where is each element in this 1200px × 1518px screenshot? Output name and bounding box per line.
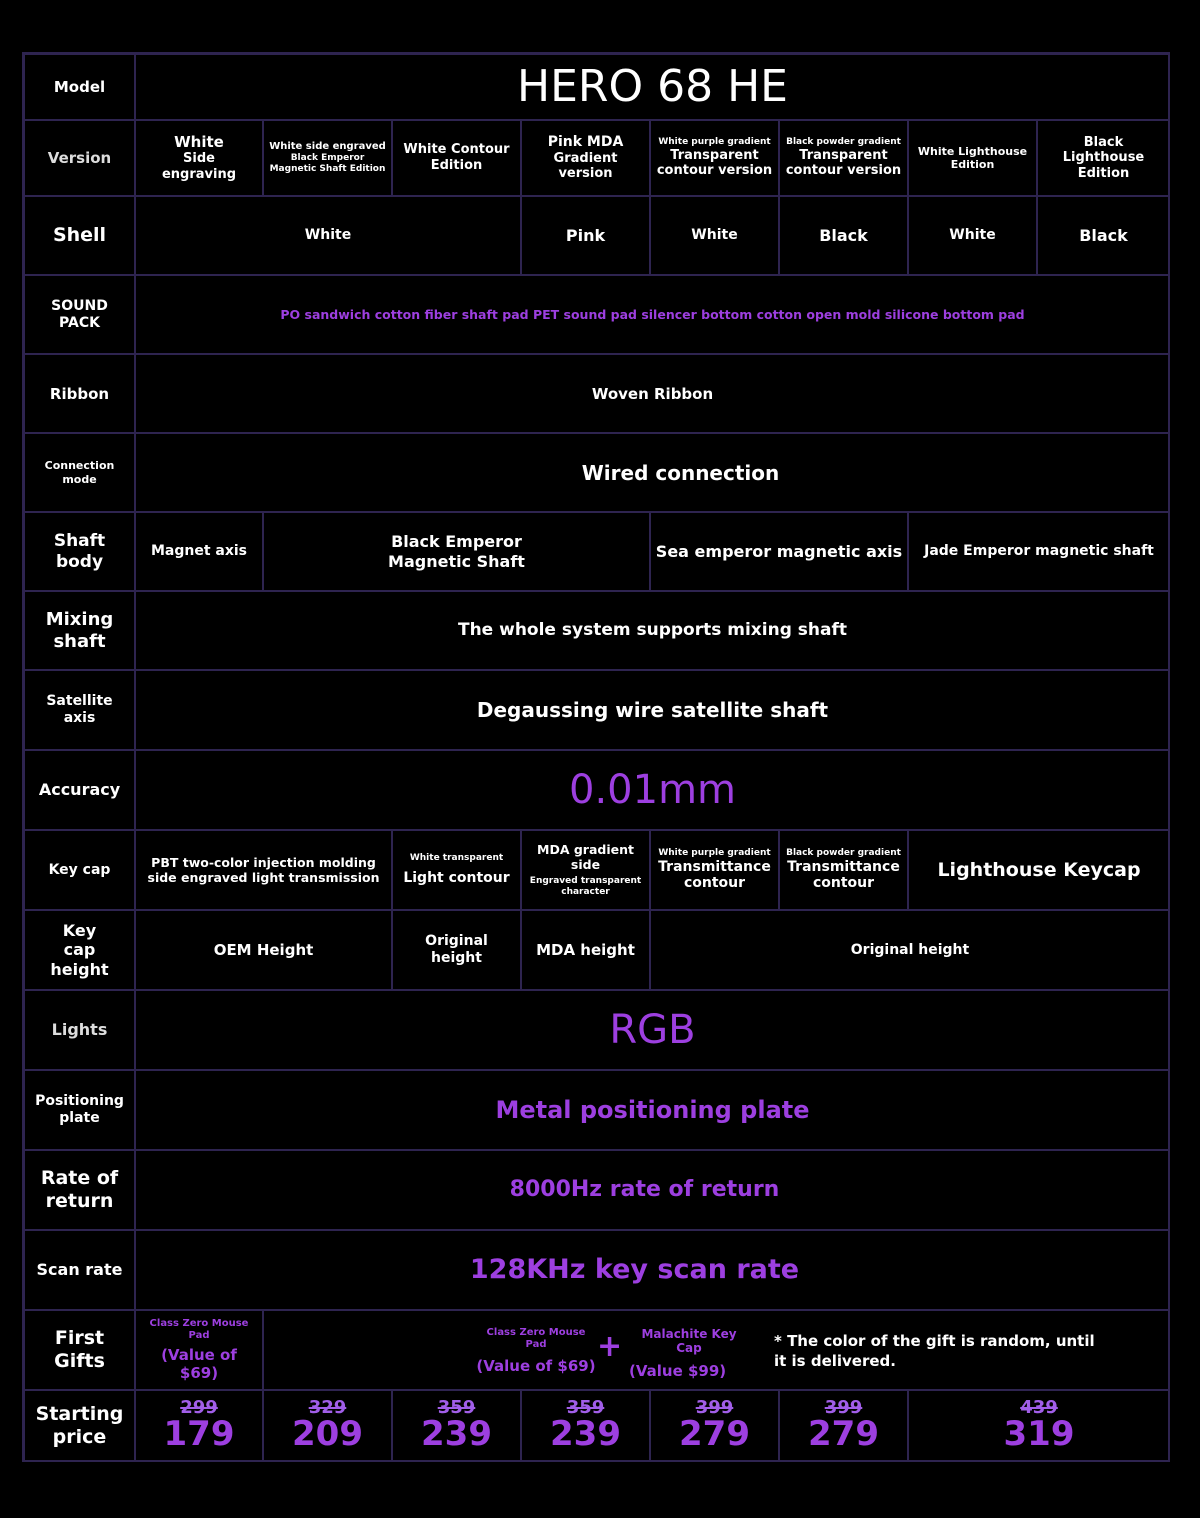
shell-black-1: Black [779,196,908,275]
label-first-gifts: First Gifts [24,1310,135,1390]
keycap-black-powder: Black powder gradient Transmittance contour [779,830,908,910]
price-3 [392,1390,521,1462]
gift-mouse-pad-1: Class Zero Mouse Pad (Value of $69) [135,1310,263,1390]
label-connection: Connection mode [24,433,135,512]
label-scan-rate: Scan rate [24,1230,135,1310]
label-key-cap-height: Key cap height [24,910,135,990]
shell-white-2: White [650,196,779,275]
lights-value: RGB [135,990,1170,1070]
price-sale: 279 [679,1414,750,1455]
label-starting-price: Starting price [24,1390,135,1462]
version-4: Pink MDA Gradient version [521,120,650,196]
gift-note: * The color of the gift is random, until it is delivered. [774,1332,1095,1371]
label-rate-of-return: Rate of return [24,1150,135,1230]
price-original: 299 [180,1397,218,1419]
price-sale: 209 [292,1414,363,1455]
shell-white-3: White [908,196,1037,275]
shaft-black-emperor: Black Emperor Magnetic Shaft [263,512,650,591]
version-6: Black powder gradient Transparent contour version [779,120,908,196]
price-7 [908,1390,1170,1462]
price-original: 359 [437,1397,476,1419]
version-3: White Contour Edition [392,120,521,196]
keycap-white-purple: White purple gradient Transmittance contour [650,830,779,910]
height-mda: MDA height [521,910,650,990]
height-original-2: Original height [650,910,1170,990]
label-mixing-shaft: Mixing shaft [24,591,135,670]
price-1 [135,1390,263,1462]
scan-rate-value: 128KHz key scan rate [135,1230,1170,1310]
label-sound-pack: SOUND PACK [24,275,135,354]
height-original-1: Original height [392,910,521,990]
version-1: White Side engraving [135,120,263,196]
version-2: White side engraved Black Emperor Magnetic Shaft Edition [263,120,392,196]
version-8: Black Lighthouse Edition [1037,120,1170,196]
gift-mouse-pad-2: Class Zero Mouse Pad (Value of $69) [476,1327,596,1375]
version-7: White Lighthouse Edition [908,120,1037,196]
keycap-lighthouse: Lighthouse Keycap [908,830,1170,910]
price-sale: 239 [550,1414,621,1455]
label-positioning-plate: Positioning plate [24,1070,135,1150]
label-model: Model [24,54,135,120]
positioning-plate-value: Metal positioning plate [135,1070,1170,1150]
price-sale: 179 [163,1414,235,1455]
keycap-light-contour: White transparent Light contour [392,830,521,910]
label-key-cap: Key cap [24,830,135,910]
label-shell: Shell [24,196,135,275]
price-sale: 319 [1003,1414,1075,1455]
price-original: 399 [824,1397,863,1419]
height-oem: OEM Height [135,910,392,990]
label-shaft-body: Shaft body [24,512,135,591]
shaft-jade-emperor: Jade Emperor magnetic shaft [908,512,1170,591]
price-original: 329 [308,1397,347,1419]
accuracy-value: 0.01mm [135,750,1170,830]
plus-sign: + [597,1329,623,1364]
label-version: Version [24,120,135,196]
price-5 [650,1390,779,1462]
label-ribbon: Ribbon [24,354,135,433]
price-6 [779,1390,908,1462]
rate-of-return-value: 8000Hz rate of return [135,1150,1170,1230]
version-5: White purple gradient Transparent contour version [650,120,779,196]
label-lights: Lights [24,990,135,1070]
spec-table [22,52,1170,1462]
price-4 [521,1390,650,1462]
keycap-mda-gradient: MDA gradient side Engraved transparent character [521,830,650,910]
price-sale: 239 [421,1414,492,1455]
shell-pink: Pink [521,196,650,275]
shaft-magnet-axis: Magnet axis [135,512,263,591]
shell-white-1: White [135,196,521,275]
shaft-sea-emperor: Sea emperor magnetic axis [650,512,908,591]
price-original: 399 [695,1397,734,1419]
label-satellite-axis: Satellite axis [24,670,135,750]
model-title: HERO 68 HE [135,54,1170,120]
gift-bundle [263,1310,1170,1390]
satellite-axis-value: Degaussing wire satellite shaft [135,670,1170,750]
keycap-pbt: PBT two-color injection molding side engraved light transmission [135,830,392,910]
connection-value: Wired connection [135,433,1170,512]
mixing-shaft-value: The whole system supports mixing shaft [135,591,1170,670]
price-original: 439 [1020,1397,1058,1419]
gift-malachite-keycap: Malachite Key Cap (Value $99) [629,1327,737,1380]
shell-black-2: Black [1037,196,1170,275]
price-2 [263,1390,392,1462]
ribbon-value: Woven Ribbon [135,354,1170,433]
sound-pack-value: PO sandwich cotton fiber shaft pad PET sound pad silencer bottom cotton open mold silicone bottom pad [135,275,1170,354]
price-original: 359 [566,1397,605,1419]
label-accuracy: Accuracy [24,750,135,830]
price-sale: 279 [808,1414,879,1455]
